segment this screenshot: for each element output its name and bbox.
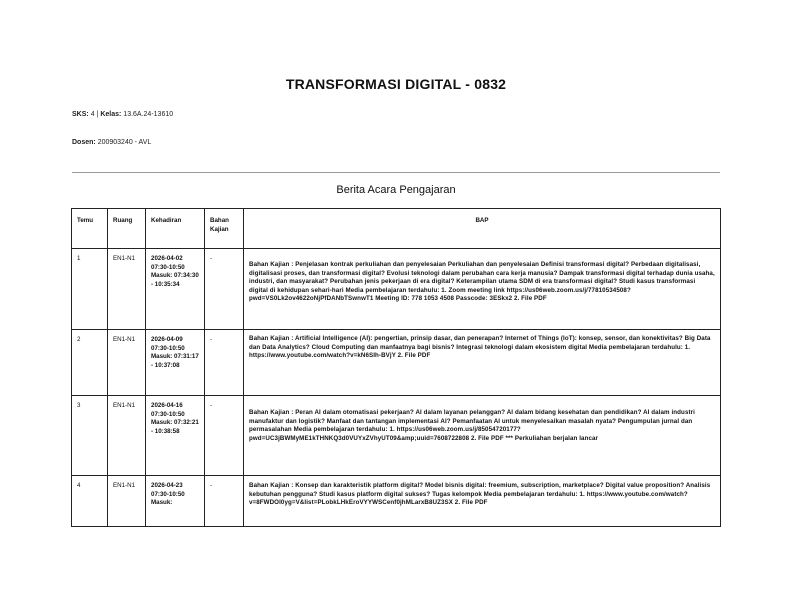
header-ruang: Ruang (108, 209, 146, 249)
header-kehadiran: Kehadiran (146, 209, 205, 249)
header-temu: Temu (72, 209, 108, 249)
cell-bap: Bahan Kajian : Artificial Intelligence (AI): pengertian, prinsip dasar, dan penerapan? Internet of Things (IoT): konsep, sensor, dan konektivitas? Big Data dan Data Analytics? Cloud Computing dan manfaatnya bagi bisnis? Integrasi teknologi dalam ekosistem digital Media pembelajaran terdahulu: 1. https://www.youtube.com/watch?v=kN6SIh-BVjY 2. File PDF (244, 330, 721, 396)
header-bahan-kajian: Bahan Kajian (205, 209, 244, 249)
cell-bap: Bahan Kajian : Penjelasan kontrak perkuliahan dan penyelesaian Perkuliahan dan penyelesaian Definisi transformasi digital? Perbedaan digitalisasi, digitalisasi proses, dan transformasi digital? Evolusi teknologi dalam perubahan cara kerja manusia? Dampak transformasi digital terhadap dunia usaha, industri, dan masyarakat? Perubahan jenis pekerjaan di era digital? Keterampilan utama SDM di era transformasi digital? Studi kasus transformasi digital di kehidupan sehari-hari Media pembelajaran terdahulu: 1. Zoom meeting link https://us06web.zoom.us/j/77810534508?pwd=VS0Lk2ov4622oNjPfDANbTSwnwT1 Meeting ID: 778 1053 4508 Passcode: 3ESkx2 2. File PDF (244, 249, 721, 330)
document-title: TRANSFORMASI DIGITAL - 0832 (285, 76, 507, 92)
kelas-label: Kelas: (100, 111, 122, 118)
cell-ruang: EN1-N1 (108, 249, 146, 330)
cell-temu: 4 (72, 476, 108, 527)
table-row (72, 249, 721, 330)
kelas-value: 13.6A.24-13610 (123, 111, 174, 118)
cell-temu: 2 (72, 330, 108, 396)
cell-ruang: EN1-N1 (108, 396, 146, 476)
table-row (72, 396, 721, 476)
cell-bahan-kajian: - (205, 396, 244, 476)
cell-kehadiran: 2026-04-02 07:30-10:50 Masuk: 07:34:30 - 10:35:34 (146, 249, 205, 330)
bap-table (71, 208, 721, 527)
dosen-value: 200903240 - AVL (97, 139, 152, 146)
cell-kehadiran: 2026-04-16 07:30-10:50 Masuk: 07:32:21 - 10:38:58 (146, 396, 205, 476)
header-bap: BAP (244, 209, 721, 249)
horizontal-divider (72, 172, 720, 173)
dosen-label: Dosen: (72, 139, 96, 146)
sks-value: 4 (90, 111, 95, 118)
course-meta-line (72, 111, 173, 118)
cell-bap: Bahan Kajian : Peran AI dalam otomatisasi pekerjaan? AI dalam layanan pelanggan? AI dalam bidang kesehatan dan pendidikan? AI dalam industri manufaktur dan logistik? Manfaat dan tantangan implementasi AI? Pemanfaatan AI untuk menyelesaikan masalah nyata? Pengumpulan jurnal dan permasalahan Media pembelajaran terdahulu: 1. https://us06web.zoom.us/j/85054720177?pwd=UC3jBWMyME1kTHNKQ3d0VUYxZVhyUT09&amp;uuid=7608722808 2. File PDF *** Perkuliahan berjalan lancar (244, 396, 721, 476)
cell-ruang: EN1-N1 (108, 476, 146, 527)
table-row (72, 330, 721, 396)
cell-bahan-kajian: - (205, 249, 244, 330)
cell-kehadiran: 2026-04-23 07:30-10:50 Masuk: (146, 476, 205, 527)
sks-label: SKS: (72, 111, 89, 118)
section-title: Berita Acara Pengajaran (336, 184, 456, 196)
table-row (72, 476, 721, 527)
cell-bap: Bahan Kajian : Konsep dan karakteristik platform digital? Model bisnis digital: freemium, subscription, marketplace? Digital value proposition? Analisis kebutuhan pengguna? Studi kasus platform digital sukses? Tugas kelompok Media pembelajaran terdahulu: 1. https://www.youtube.com/watch?v=8FWDOl0yg=V&list=PLobkLHkEroVYYWSCenf0jhMLarxB8UZ3SX 2. File PDF (244, 476, 721, 527)
lecturer-meta-line (72, 139, 151, 146)
meta-separator: | (96, 111, 99, 118)
cell-kehadiran: 2026-04-09 07:30-10:50 Masuk: 07:31:17 - 10:37:08 (146, 330, 205, 396)
table-header-row (72, 209, 721, 249)
cell-temu: 1 (72, 249, 108, 330)
cell-bahan-kajian: - (205, 330, 244, 396)
cell-ruang: EN1-N1 (108, 330, 146, 396)
cell-bahan-kajian: - (205, 476, 244, 527)
cell-temu: 3 (72, 396, 108, 476)
